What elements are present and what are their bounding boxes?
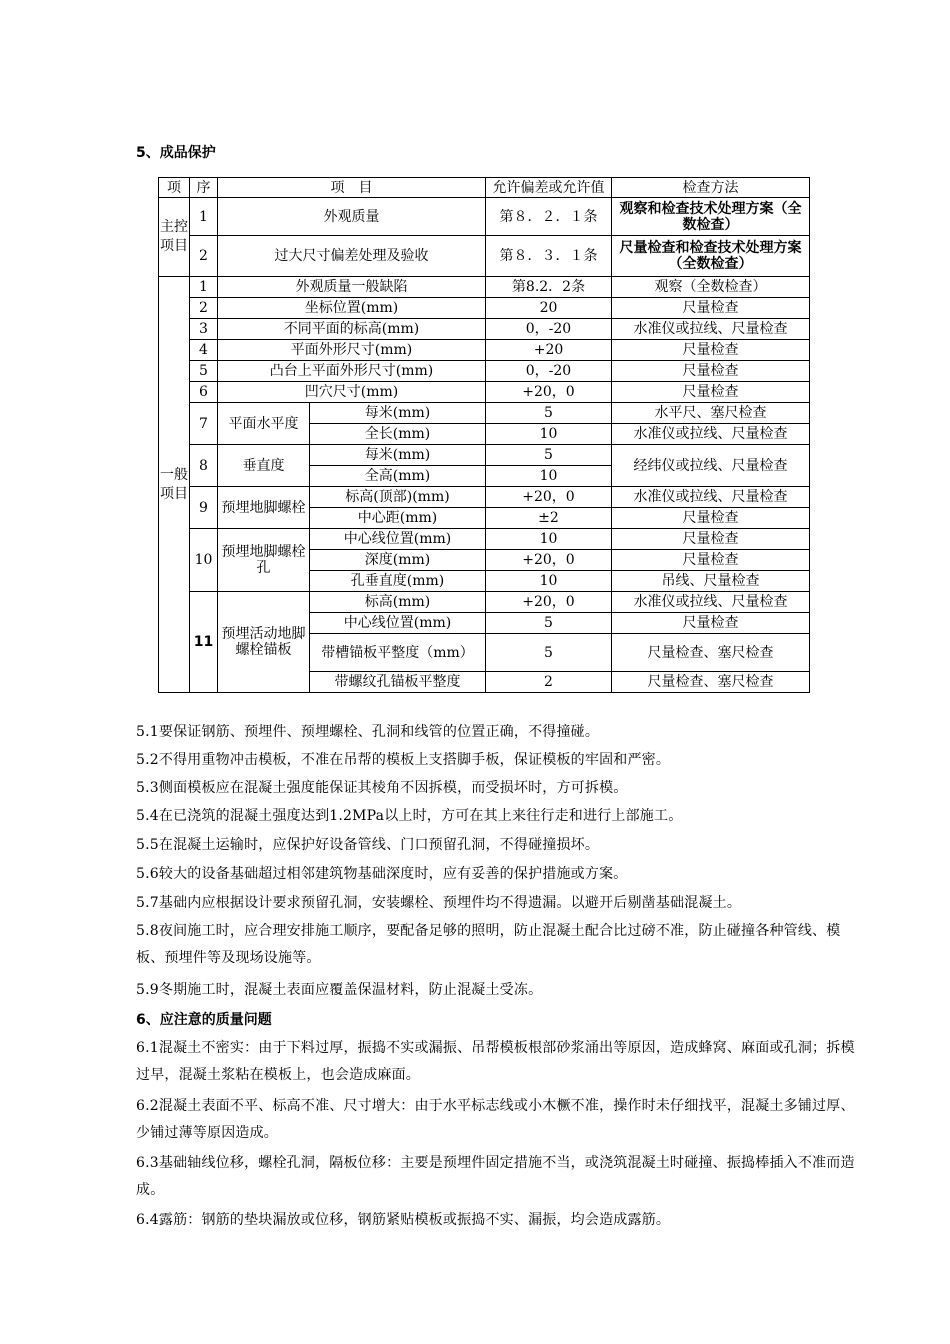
method-cell: 水准仪或拉线、尺量检查 bbox=[612, 487, 810, 508]
value-cell: +20 bbox=[486, 340, 612, 361]
paragraph-5-7: 5.7基础内应根据设计要求预留孔洞，安装螺栓、预埋件均不得遗漏。以避开后剔凿基础混凝土。 bbox=[136, 895, 742, 911]
item-cell: 不同平面的标高(mm) bbox=[218, 319, 486, 340]
value-cell: +20，0 bbox=[486, 382, 612, 403]
group-cell: 平面水平度 bbox=[218, 403, 310, 445]
quality-check-table bbox=[158, 177, 810, 693]
seq-cell: 1 bbox=[190, 277, 218, 298]
header-cell: 项 目 bbox=[218, 178, 486, 198]
seq-cell: 1 bbox=[190, 198, 218, 236]
value-cell: 5 bbox=[486, 445, 612, 466]
method-cell: 尺量检查 bbox=[612, 298, 810, 319]
seq-cell: 3 bbox=[190, 319, 218, 340]
value-cell: 10 bbox=[486, 571, 612, 592]
sub-item-cell: 孔垂直度(mm) bbox=[310, 571, 486, 592]
value-cell: 第８．３．１条 bbox=[486, 236, 612, 277]
value-cell: ±2 bbox=[486, 508, 612, 529]
seq-cell: 11 bbox=[190, 592, 218, 693]
method-cell: 尺量检查 bbox=[612, 508, 810, 529]
value-cell: 5 bbox=[486, 634, 612, 672]
group-cell: 预埋地脚螺栓孔 bbox=[218, 529, 310, 592]
value-cell: 0，-20 bbox=[486, 319, 612, 340]
value-cell: +20，0 bbox=[486, 487, 612, 508]
header-cell: 允许偏差或允许值 bbox=[486, 178, 612, 198]
paragraph-5-2: 5.2不得用重物冲击模板，不准在吊帮的模板上支搭脚手板，保证模板的牢固和严密。 bbox=[136, 752, 671, 768]
item-cell: 凸台上平面外形尺寸(mm) bbox=[218, 361, 486, 382]
value-cell: +20，0 bbox=[486, 592, 612, 613]
table-row bbox=[159, 592, 810, 613]
item-cell: 外观质量一般缺陷 bbox=[218, 277, 486, 298]
paragraph-5-8: 5.8夜间施工时，应合理安排施工顺序，要配备足够的照明，防止混凝土配合比过磅不准，防止碰撞各种管线、模板、预埋件等及现场设施等。 bbox=[136, 923, 841, 966]
method-cell: 水平尺、塞尺检查 bbox=[612, 403, 810, 424]
sub-item-cell: 每米(mm) bbox=[310, 445, 486, 466]
sub-item-cell: 深度(mm) bbox=[310, 550, 486, 571]
paragraph-6-3: 6.3基础轴线位移，螺栓孔洞，隔板位移：主要是预埋件固定措施不当，或浇筑混凝土时碰撞、振捣棒插入不准而造成。 bbox=[136, 1155, 855, 1198]
item-cell: 凹穴尺寸(mm) bbox=[218, 382, 486, 403]
seq-cell: 4 bbox=[190, 340, 218, 361]
seq-cell: 2 bbox=[190, 298, 218, 319]
sub-item-cell: 全高(mm) bbox=[310, 466, 486, 487]
general-group-label: 一般项目 bbox=[159, 277, 190, 693]
table-row bbox=[159, 382, 810, 403]
item-cell: 外观质量 bbox=[218, 198, 486, 236]
seq-cell: 10 bbox=[190, 529, 218, 592]
paragraph-5-4: 5.4在已浇筑的混凝土强度达到1.2MPa以上时，方可在其上来往行走和进行上部施工。 bbox=[136, 808, 683, 824]
value-cell: 20 bbox=[486, 298, 612, 319]
method-cell: 水准仪或拉线、尺量检查 bbox=[612, 424, 810, 445]
seq-cell: 8 bbox=[190, 445, 218, 487]
table-header-row bbox=[159, 178, 810, 198]
paragraph-6-1: 6.1混凝土不密实：由于下料过厚，振捣不实或漏振、吊帮模板根部砂浆涌出等原因，造成蜂窝、麻面或孔洞；拆模过早，混凝土浆粘在模板上，也会造成麻面。 bbox=[136, 1040, 855, 1083]
header-cell: 项 bbox=[159, 178, 190, 198]
method-cell: 观察（全数检查） bbox=[612, 277, 810, 298]
seq-cell: 6 bbox=[190, 382, 218, 403]
method-cell: 尺量检查和检查技术处理方案（全数检查） bbox=[612, 236, 810, 277]
header-cell: 检查方法 bbox=[612, 178, 810, 198]
method-cell: 尺量检查、塞尺检查 bbox=[612, 634, 810, 672]
value-cell: 10 bbox=[486, 466, 612, 487]
value-cell: 第８．２．１条 bbox=[486, 198, 612, 236]
table-row bbox=[159, 298, 810, 319]
method-cell: 经纬仪或拉线、尺量检查 bbox=[612, 445, 810, 487]
group-cell: 预埋地脚螺栓 bbox=[218, 487, 310, 529]
item-cell: 坐标位置(mm) bbox=[218, 298, 486, 319]
value-cell: 0，-20 bbox=[486, 361, 612, 382]
method-cell: 尺量检查 bbox=[612, 550, 810, 571]
table-row bbox=[159, 403, 810, 424]
sub-item-cell: 全长(mm) bbox=[310, 424, 486, 445]
table-row bbox=[159, 529, 810, 550]
paragraph-5-5: 5.5在混凝土运输时，应保护好设备管线、门口预留孔洞，不得碰撞损坏。 bbox=[136, 837, 600, 853]
method-cell: 尺量检查 bbox=[612, 529, 810, 550]
method-cell: 水准仪或拉线、尺量检查 bbox=[612, 592, 810, 613]
method-cell: 水准仪或拉线、尺量检查 bbox=[612, 319, 810, 340]
sub-item-cell: 中心距(mm) bbox=[310, 508, 486, 529]
method-cell: 吊线、尺量检查 bbox=[612, 571, 810, 592]
section-5-heading: 5、成品保护 bbox=[136, 145, 216, 161]
paragraph-6-2: 6.2混凝土表面不平、标高不准、尺寸增大：由于水平标志线或小木橛不准，操作时未仔细找平，混凝土多铺过厚、少铺过薄等原因造成。 bbox=[136, 1098, 855, 1141]
value-cell: 10 bbox=[486, 529, 612, 550]
paragraph-5-1: 5.1要保证钢筋、预埋件、预埋螺栓、孔洞和线管的位置正确，不得撞碰。 bbox=[136, 724, 600, 740]
table-row bbox=[159, 277, 810, 298]
paragraph-5-3: 5.3侧面模板应在混凝土强度能保证其棱角不因拆模，而受损坏时，方可拆模。 bbox=[136, 780, 628, 796]
value-cell: 2 bbox=[486, 672, 612, 693]
table-row bbox=[159, 319, 810, 340]
value-cell: 5 bbox=[486, 613, 612, 634]
value-cell: 10 bbox=[486, 424, 612, 445]
table-row bbox=[159, 198, 810, 236]
seq-cell: 2 bbox=[190, 236, 218, 277]
table-row bbox=[159, 361, 810, 382]
group-cell: 预埋活动地脚螺栓锚板 bbox=[218, 592, 310, 693]
group-cell: 垂直度 bbox=[218, 445, 310, 487]
paragraph-5-6: 5.6较大的设备基础超过相邻建筑物基础深度时，应有妥善的保护措施或方案。 bbox=[136, 866, 628, 882]
seq-cell: 7 bbox=[190, 403, 218, 445]
sub-item-cell: 带槽锚板平整度（mm） bbox=[310, 634, 486, 672]
sub-item-cell: 带螺纹孔锚板平整度 bbox=[310, 672, 486, 693]
main-group-label: 主控项目 bbox=[159, 198, 190, 277]
sub-item-cell: 标高(mm) bbox=[310, 592, 486, 613]
method-cell: 观察和检查技术处理方案（全数检查） bbox=[612, 198, 810, 236]
value-cell: 第8.2．2条 bbox=[486, 277, 612, 298]
sub-item-cell: 每米(mm) bbox=[310, 403, 486, 424]
value-cell: 5 bbox=[486, 403, 612, 424]
method-cell: 尺量检查 bbox=[612, 613, 810, 634]
table-row bbox=[159, 445, 810, 466]
method-cell: 尺量检查 bbox=[612, 382, 810, 403]
table-row bbox=[159, 340, 810, 361]
paragraph-5-9: 5.9冬期施工时，混凝土表面应覆盖保温材料，防止混凝土受冻。 bbox=[136, 982, 543, 998]
method-cell: 尺量检查、塞尺检查 bbox=[612, 672, 810, 693]
section-6-heading: 6、应注意的质量问题 bbox=[136, 1012, 272, 1028]
sub-item-cell: 中心线位置(mm) bbox=[310, 529, 486, 550]
table-row bbox=[159, 487, 810, 508]
item-cell: 平面外形尺寸(mm) bbox=[218, 340, 486, 361]
seq-cell: 5 bbox=[190, 361, 218, 382]
sub-item-cell: 中心线位置(mm) bbox=[310, 613, 486, 634]
method-cell: 尺量检查 bbox=[612, 340, 810, 361]
item-cell: 过大尺寸偏差处理及验收 bbox=[218, 236, 486, 277]
header-cell: 序 bbox=[190, 178, 218, 198]
method-cell: 尺量检查 bbox=[612, 361, 810, 382]
seq-cell: 9 bbox=[190, 487, 218, 529]
table-row bbox=[159, 236, 810, 277]
paragraph-6-4: 6.4露筋：钢筋的垫块漏放或位移，钢筋紧贴模板或振捣不实、漏振，均会造成露筋。 bbox=[136, 1212, 671, 1228]
value-cell: +20，0 bbox=[486, 550, 612, 571]
sub-item-cell: 标高(顶部)(mm) bbox=[310, 487, 486, 508]
